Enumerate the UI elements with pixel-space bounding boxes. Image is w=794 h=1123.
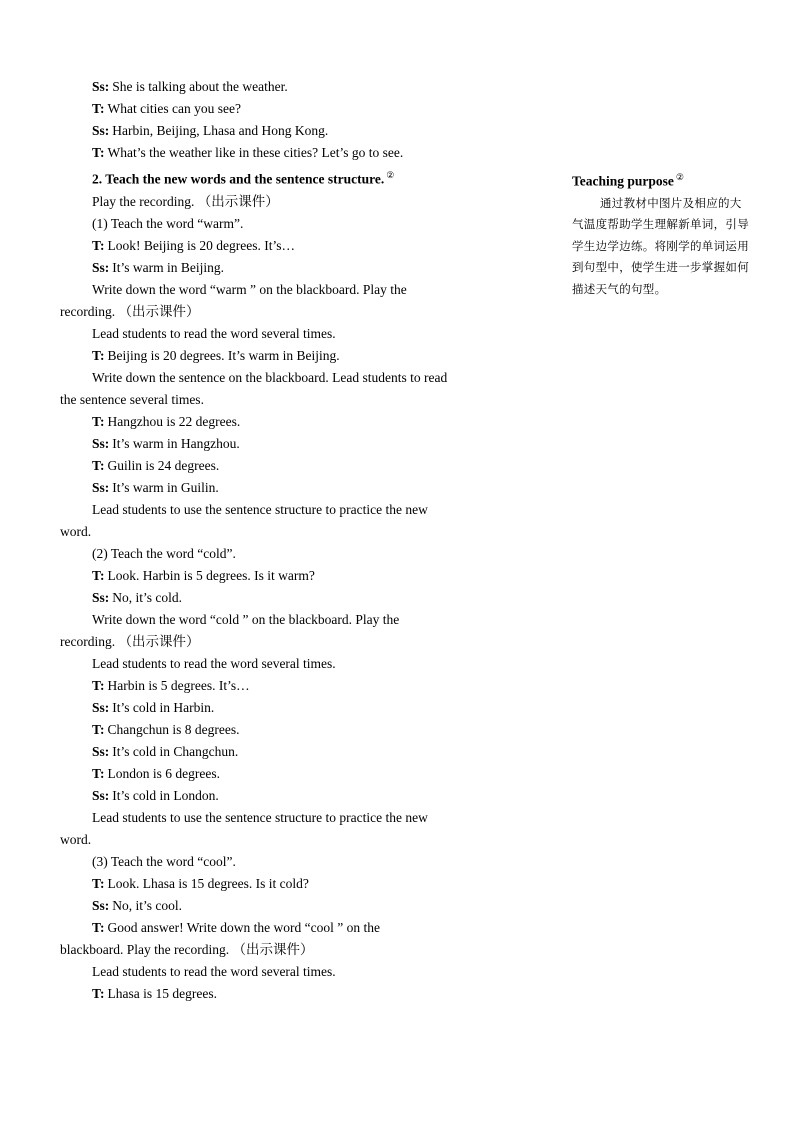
dialogue-line	[60, 455, 520, 477]
text-line	[60, 851, 520, 873]
line-text: the sentence several times.	[60, 391, 204, 407]
text-line	[60, 807, 520, 829]
speaker-label: Ss:	[92, 123, 110, 138]
dialogue-line	[60, 763, 520, 785]
dialogue-line	[60, 76, 520, 98]
dialogue-line	[60, 895, 520, 917]
speaker-label: Ss:	[92, 589, 110, 605]
text-line	[60, 367, 520, 389]
dialogue-line	[60, 120, 520, 142]
line-text: It’s cold in Changchun.	[112, 743, 239, 759]
dialogue-line	[60, 411, 520, 433]
speaker-label: Ss:	[92, 699, 110, 715]
line-text: Look! Beijing is 20 degrees. It’s…	[107, 237, 295, 253]
line-text: No, it’s cold.	[112, 589, 183, 605]
line-text: She is talking about the weather.	[112, 79, 288, 94]
dialogue-line	[60, 719, 520, 741]
line-text: Lead students to read the word several times.	[92, 963, 336, 979]
teaching-purpose-body: 通过教材中图片及相应的大气温度帮助学生理解新单词，引导学生边学边练。将刚学的单词运用到句型中，使学生进一步掌握如何描述天气的句型。	[572, 195, 749, 296]
line-text: Harbin is 5 degrees. It’s…	[107, 677, 250, 693]
speaker-label: T:	[92, 413, 105, 429]
speaker-label: T:	[92, 101, 105, 116]
speaker-label: Ss:	[92, 897, 110, 913]
speaker-label: T:	[92, 919, 105, 935]
line-text: Changchun is 8 degrees.	[107, 721, 240, 737]
text-line	[60, 213, 520, 235]
dialogue-line	[60, 917, 520, 939]
text-line	[60, 829, 520, 851]
text-line	[60, 609, 520, 631]
teaching-purpose-note	[572, 166, 752, 300]
text-line	[60, 191, 520, 213]
lesson-transcript	[60, 76, 520, 1005]
speaker-label: T:	[92, 985, 105, 1001]
line-text: Lhasa is 15 degrees.	[107, 985, 217, 1001]
text-line	[60, 543, 520, 565]
line-text: Guilin is 24 degrees.	[107, 457, 220, 473]
line-text: (2) Teach the word “cold”.	[92, 545, 236, 561]
line-text: Write down the word “cold ” on the blackboard. Play the	[92, 611, 400, 627]
speaker-label: T:	[92, 347, 105, 363]
speaker-label: T:	[92, 457, 105, 473]
dialogue-line	[60, 741, 520, 763]
speaker-label: Ss:	[92, 79, 110, 94]
speaker-label: Ss:	[92, 743, 110, 759]
footnote-marker: ②	[386, 170, 395, 180]
dialogue-line	[60, 477, 520, 499]
text-line	[60, 301, 520, 323]
dialogue-line	[60, 873, 520, 895]
line-text: It’s warm in Hangzhou.	[112, 435, 240, 451]
line-text: What’s the weather like in these cities? Let’s go to see.	[107, 145, 404, 160]
line-text: Lead students to use the sentence structure to practice the new	[92, 501, 428, 517]
line-text: Play the recording. （出示课件）	[92, 193, 279, 209]
text-line	[60, 323, 520, 345]
speaker-label: Ss:	[92, 479, 110, 495]
speaker-label: T:	[92, 145, 105, 160]
line-text: blackboard. Play the recording. （出示课件）	[60, 941, 314, 957]
line-text: (1) Teach the word “warm”.	[92, 215, 244, 231]
line-text: Hangzhou is 22 degrees.	[107, 413, 241, 429]
line-text: Write down the word “warm ” on the blackboard. Play the	[92, 281, 407, 297]
text-line	[60, 499, 520, 521]
dialogue-line	[60, 98, 520, 120]
line-text: Harbin, Beijing, Lhasa and Hong Kong.	[112, 123, 329, 138]
speaker-label: T:	[92, 765, 105, 781]
speaker-label: Ss:	[92, 435, 110, 451]
dialogue-line	[60, 142, 520, 164]
line-text: It’s cold in Harbin.	[112, 699, 215, 715]
line-text: Write down the sentence on the blackboard. Lead students to read	[92, 369, 448, 385]
dialogue-line	[60, 235, 520, 257]
line-text: (3) Teach the word “cool”.	[92, 853, 236, 869]
line-text: word.	[60, 831, 92, 847]
dialogue-line	[60, 675, 520, 697]
line-text: recording. （出示课件）	[60, 303, 200, 319]
dialogue-line	[60, 785, 520, 807]
speaker-label: T:	[92, 721, 105, 737]
dialogue-line	[60, 587, 520, 609]
speaker-label: Ss:	[92, 787, 110, 803]
text-line	[60, 939, 520, 961]
speaker-label: T:	[92, 567, 105, 583]
text-line	[60, 521, 520, 543]
text-line	[60, 961, 520, 983]
line-text: Good answer! Write down the word “cool ” on the	[107, 919, 381, 935]
dialogue-line	[60, 345, 520, 367]
speaker-label: T:	[92, 677, 105, 693]
dialogue-line	[60, 257, 520, 279]
line-text: Lead students to read the word several times.	[92, 655, 336, 671]
line-text: 2. Teach the new words and the sentence structure.	[92, 171, 385, 187]
line-text: London is 6 degrees.	[107, 765, 220, 781]
section-heading	[60, 164, 520, 191]
speaker-label: Ss:	[92, 259, 110, 275]
dialogue-line	[60, 433, 520, 455]
line-text: Look. Harbin is 5 degrees. Is it warm?	[107, 567, 315, 583]
speaker-label: T:	[92, 237, 105, 253]
text-line	[60, 631, 520, 653]
line-text: It’s warm in Guilin.	[112, 479, 219, 495]
text-line	[60, 653, 520, 675]
dialogue-line	[60, 565, 520, 587]
line-text: It’s cold in London.	[112, 787, 219, 803]
line-text: Lead students to use the sentence structure to practice the new	[92, 809, 428, 825]
dialogue-line	[60, 697, 520, 719]
footnote-marker: ②	[675, 172, 684, 182]
text-line	[60, 389, 520, 411]
line-text: No, it’s cool.	[112, 897, 183, 913]
text-line	[60, 279, 520, 301]
teaching-purpose-title: Teaching purpose ②	[572, 172, 684, 189]
line-text: word.	[60, 523, 92, 539]
line-text: Lead students to read the word several times.	[92, 325, 336, 341]
dialogue-line	[60, 983, 520, 1005]
line-text: It’s warm in Beijing.	[112, 259, 225, 275]
speaker-label: T:	[92, 875, 105, 891]
line-text: recording. （出示课件）	[60, 633, 200, 649]
line-text: What cities can you see?	[107, 101, 241, 116]
line-text: Beijing is 20 degrees. It’s warm in Beijing.	[107, 347, 340, 363]
line-text: Look. Lhasa is 15 degrees. Is it cold?	[107, 875, 309, 891]
